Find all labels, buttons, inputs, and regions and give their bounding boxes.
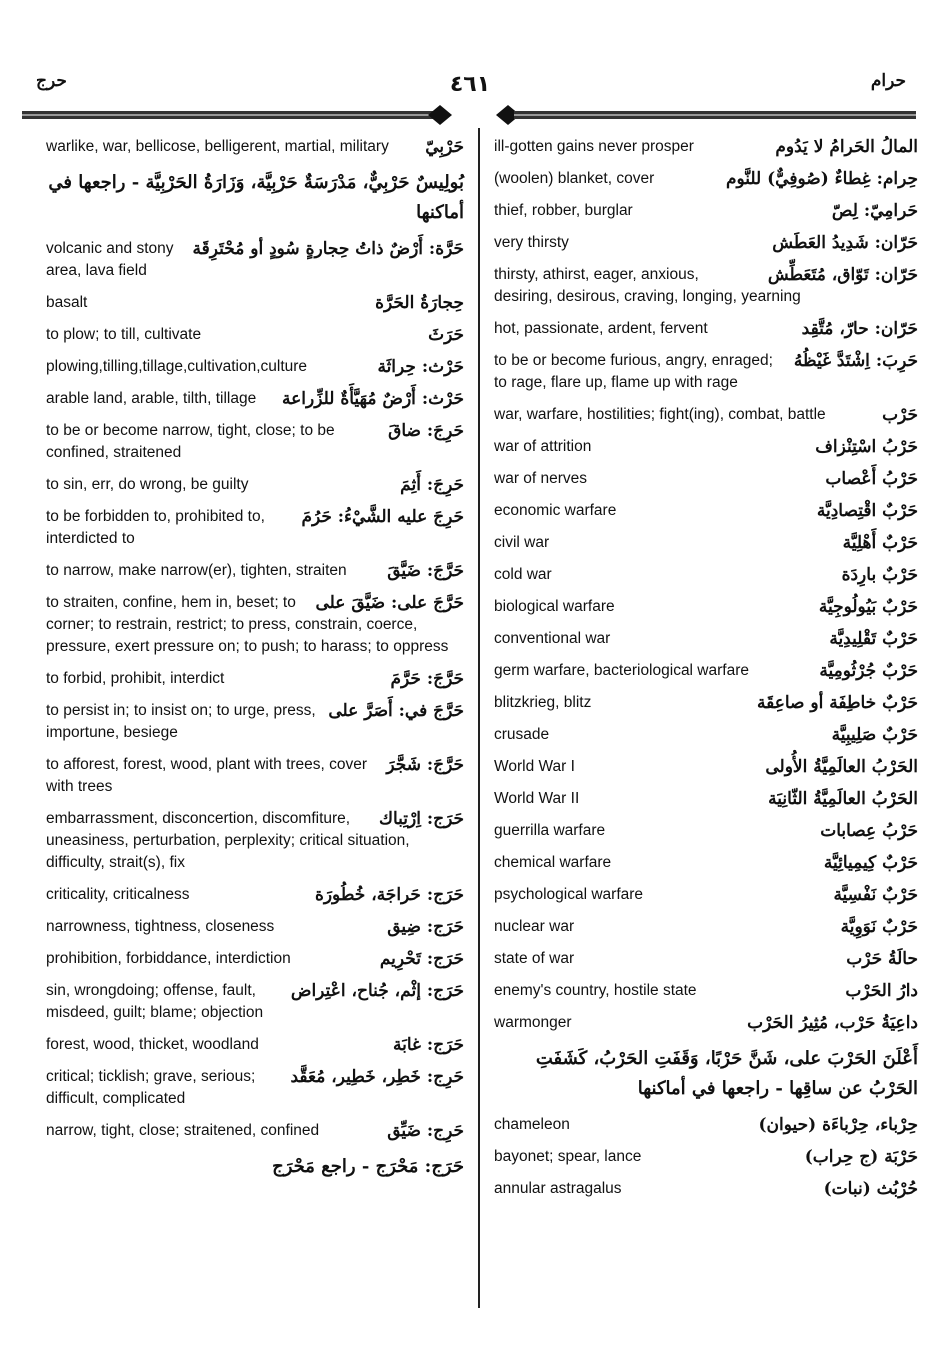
entry	[46, 1148, 464, 1188]
arabic-term: حَرَثَ	[428, 325, 464, 345]
entry	[46, 320, 464, 352]
entry	[494, 592, 918, 624]
column-divider	[478, 128, 480, 1308]
entry	[494, 624, 918, 656]
arabic-term: حَرِجَ: ضاقَ	[388, 421, 464, 441]
english-gloss: critical; ticklish; grave, serious; difficult, complicated	[46, 1068, 256, 1107]
entry	[46, 1116, 464, 1148]
english-gloss: biological warfare	[494, 598, 615, 615]
entry	[46, 234, 464, 288]
english-gloss: to be forbidden to, prohibited to, interdicted to	[46, 508, 265, 547]
entry	[46, 880, 464, 912]
entry	[494, 1110, 918, 1142]
entry	[46, 1062, 464, 1116]
arabic-term: حَرَّة: أَرْضٌ ذاتُ حِجارةٍ سُودٍ أو مُحْتَرِقَة	[192, 239, 464, 259]
entry	[494, 784, 918, 816]
english-gloss: enemy's country, hostile state	[494, 982, 697, 999]
entry	[494, 164, 918, 196]
entry	[46, 944, 464, 976]
arabic-term: حَرَّجَ: حَرَّمَ	[390, 669, 464, 689]
arabic-term: حَرَّجَ: شَجَّرَ	[386, 755, 464, 775]
entry	[494, 560, 918, 592]
entry	[46, 384, 464, 416]
arabic-term: حَرْبٌ خاطِفَة أو صاعِقَة	[757, 693, 918, 713]
english-gloss: basalt	[46, 294, 88, 311]
entry	[46, 804, 464, 880]
arabic-term: دارُ الحَرْب	[845, 981, 918, 1001]
english-gloss: forest, wood, thicket, woodland	[46, 1036, 259, 1053]
english-gloss: World War II	[494, 790, 580, 807]
english-gloss: to afforest, forest, wood, plant with trees, cover with trees	[46, 756, 368, 795]
entry	[494, 1008, 918, 1040]
arabic-term: حَرْث: أَرْضٌ مُهَيَّأَةٌ للزِّراعة	[282, 389, 464, 409]
arabic-term: حَرْبَة (ج حِراب)	[804, 1147, 918, 1167]
arabic-term: حَرْبُ عِصابات	[820, 821, 918, 841]
entry	[46, 664, 464, 696]
entry	[494, 848, 918, 880]
arabic-term: حَرْبٌ اقْتِصادِيَّة	[816, 501, 918, 521]
entry	[46, 470, 464, 502]
arabic-term: المالُ الحَرامُ لا يَدُوم	[775, 137, 918, 157]
english-gloss: ill-gotten gains never prosper	[494, 138, 694, 155]
english-gloss: bayonet; spear, lance	[494, 1148, 642, 1165]
entry	[494, 752, 918, 784]
arabic-term: حَرْث: حِراثَة	[377, 357, 464, 377]
arabic-term: حِجارَةُ الحَرَّة	[375, 293, 464, 313]
entry	[46, 588, 464, 664]
english-gloss: World War I	[494, 758, 575, 775]
english-gloss: state of war	[494, 950, 575, 967]
arabic-term: حَرْب	[882, 405, 918, 425]
english-gloss: conventional war	[494, 630, 611, 647]
entry	[494, 496, 918, 528]
entry	[494, 464, 918, 496]
entry	[494, 432, 918, 464]
entry	[494, 1142, 918, 1174]
right-headword: حرام	[870, 71, 906, 91]
left-headword: حرج	[36, 71, 67, 91]
entry	[46, 750, 464, 804]
arabic-term: حِرْباء، حِرْباءَة (حيوان)	[758, 1115, 918, 1135]
english-gloss: chameleon	[494, 1116, 570, 1133]
arabic-term: حَرّان: حارّ، مُتَّقِد	[801, 319, 918, 339]
english-gloss: to sin, err, do wrong, be guilty	[46, 476, 249, 493]
english-gloss: to be or become narrow, tight, close; to be confined, straitened	[46, 422, 335, 461]
entry	[494, 346, 918, 400]
entry	[46, 416, 464, 470]
arabic-term: حَرِج: خَطِر، خَطِير، مُعَقَّد	[290, 1067, 464, 1087]
entry	[494, 720, 918, 752]
english-gloss: to be or become furious, angry, enraged; to rage, flare up, flame up with rage	[494, 352, 773, 391]
english-gloss: criticality, criticalness	[46, 886, 190, 903]
arabic-term: حالَةُ حَرْب	[846, 949, 918, 969]
english-gloss: cold war	[494, 566, 552, 583]
arabic-term: حَرَّجَ على: ضَيَّقَ على	[315, 593, 464, 613]
english-gloss: volcanic and stony area, lava field	[46, 240, 174, 279]
arabic-term: حَرَج: غابَة	[393, 1035, 464, 1055]
entry	[494, 912, 918, 944]
arabic-term: حَرَّجَ في: أَصَرَّ على	[328, 701, 464, 721]
entry	[494, 688, 918, 720]
entry	[494, 816, 918, 848]
english-gloss: to straiten, confine, hem in, beset; to corner; to restrain, restrict; to press, constrain, coerce, pressure, exert pressure on; to push; to harass; to oppress	[46, 594, 449, 655]
entry	[494, 528, 918, 560]
entry	[46, 288, 464, 320]
english-gloss: annular astragalus	[494, 1180, 622, 1197]
english-gloss: war, warfare, hostilities; fight(ing), combat, battle	[494, 406, 826, 423]
arabic-term: حَرْبٌ أَهْلِيَّة	[842, 533, 918, 553]
arabic-term: بُولِيسٌ حَرْبِيٌّ، مَدْرَسَةٌ حَرْبِيَّة، وَزَارَةُ الحَرْبِيَّة - راجعها في أماكنها	[48, 172, 464, 223]
arabic-term: حَرِج: ضَيِّق	[387, 1121, 464, 1141]
english-gloss: war of attrition	[494, 438, 592, 455]
arabic-term: حَرِجَ: أَثِمَ	[400, 475, 464, 495]
arabic-term: حَرَج: اِرْتِباك	[378, 809, 464, 829]
arabic-term: الحَرْبُ العالَمِيَّةُ الأُولى	[765, 757, 918, 777]
english-gloss: chemical warfare	[494, 854, 612, 871]
entry	[494, 880, 918, 912]
english-gloss: to persist in; to insist on; to urge, press, importune, besiege	[46, 702, 316, 741]
left-column	[46, 132, 464, 1188]
english-gloss: nuclear war	[494, 918, 575, 935]
english-gloss: sin, wrongdoing; offense, fault, misdeed, guilt; blame; objection	[46, 982, 264, 1021]
arabic-term: حَرْبُ أَعْصاب	[825, 469, 918, 489]
english-gloss: to forbid, prohibit, interdict	[46, 670, 225, 687]
entry	[494, 976, 918, 1008]
arabic-term: حَرْبٌ بارِدَة	[841, 565, 918, 585]
english-gloss: thirsty, athirst, eager, anxious, desiring, desirous, craving, longing, yearning	[494, 266, 801, 305]
english-gloss: war of nerves	[494, 470, 588, 487]
arabic-term: حِرام: غِطاءٌ (صُوفِيٌّ) للنَّوم	[725, 169, 918, 189]
english-gloss: germ warfare, bacteriological warfare	[494, 662, 749, 679]
english-gloss: arable land, arable, tilth, tillage	[46, 390, 257, 407]
english-gloss: psychological warfare	[494, 886, 644, 903]
english-gloss: prohibition, forbiddance, interdiction	[46, 950, 291, 967]
arabic-term: داعِيَةُ حَرْب، مُثِيرُ الحَرْب	[747, 1013, 918, 1033]
arabic-term: حَرْبِيّ	[425, 137, 464, 157]
header-rule-left	[22, 104, 452, 126]
english-gloss: crusade	[494, 726, 550, 743]
english-gloss: civil war	[494, 534, 550, 551]
entry	[46, 132, 464, 164]
arabic-term: حَرْبُ اسْتِنْزاف	[815, 437, 918, 457]
english-gloss: narrow, tight, close; straitened, confined	[46, 1122, 320, 1139]
arabic-term: الحَرْبُ العالَمِيَّةُ الثّانِيَة	[768, 789, 918, 809]
entry	[494, 260, 918, 314]
english-gloss: blitzkrieg, blitz	[494, 694, 592, 711]
english-gloss: warlike, war, bellicose, belligerent, martial, military	[46, 138, 389, 155]
arabic-term: حَرَج: ضِيق	[387, 917, 464, 937]
entry	[46, 1030, 464, 1062]
arabic-term: حَرْبٌ نَفْسِيَّة	[833, 885, 918, 905]
right-column	[494, 132, 918, 1206]
english-gloss: to narrow, make narrow(er), tighten, straiten	[46, 562, 347, 579]
entry	[46, 164, 464, 234]
arabic-term: حَرّان: شَدِيدُ العَطَش	[772, 233, 918, 253]
entry	[46, 976, 464, 1030]
english-gloss: (woolen) blanket, cover	[494, 170, 655, 187]
arabic-term: أَعْلَنَ الحَرْبَ على، شَنَّ حَرْبًا، وَقَفَتِ الحَرْبُ، كَشَفَتِ الحَرْبُ عن ساقِها - راجعها في أماكنها	[535, 1048, 918, 1099]
english-gloss: economic warfare	[494, 502, 617, 519]
english-gloss: very thirsty	[494, 234, 569, 251]
entry	[46, 556, 464, 588]
arabic-term: حَرْبٌ نَوَوِيَّة	[840, 917, 918, 937]
arabic-term: حَرْبٌ صَلِيبِيَّة	[831, 725, 918, 745]
arabic-term: حَرِبَ: اِشْتَدَّ غَيْظُهُ	[793, 351, 918, 371]
arabic-term: حَرَج: تَحْرِيم	[379, 949, 464, 969]
arabic-term: حَرَج: حَراجَة، خُطُورَة	[314, 885, 464, 905]
english-gloss: warmonger	[494, 1014, 572, 1031]
english-gloss: guerrilla warfare	[494, 822, 606, 839]
arabic-term: حَرْبٌ تَقْلِيدِيَّة	[829, 629, 918, 649]
header-rule-right	[496, 104, 916, 126]
arabic-term: حَرَج: إثْم، جُناح، اعْتِراض	[290, 981, 464, 1001]
entry	[494, 1040, 918, 1110]
arabic-term: حَرْبٌ بَيُولُوجِيَّة	[818, 597, 918, 617]
arabic-term: حَرْبٌ كِيمِيائِيَّة	[823, 853, 918, 873]
arabic-term: حُرْبُث (نبات)	[823, 1179, 918, 1199]
english-gloss: plowing,tilling,tillage,cultivation,culture	[46, 358, 308, 375]
entry	[494, 228, 918, 260]
entry	[46, 696, 464, 750]
arabic-term: حَرَج: مَحْرَج - راجع مَحْرَج	[272, 1156, 464, 1177]
entry	[494, 132, 918, 164]
entry	[494, 400, 918, 432]
arabic-term: حَرّان: تَوّاق، مُتَعَطِّش	[767, 265, 918, 285]
arabic-term: حَرَّجَ: ضَيَّقَ	[387, 561, 464, 581]
arabic-term: حَرِجَ عليه الشَّيْءُ: حَرُمَ	[301, 507, 464, 527]
entry	[46, 502, 464, 556]
arabic-term: حَرامِيّ: لِصّ	[831, 201, 918, 221]
entry	[494, 196, 918, 228]
page-number: ٤٦١	[449, 72, 491, 97]
entry	[494, 1174, 918, 1206]
arabic-term: حَرْبٌ جُرْثُومِيَّة	[819, 661, 918, 681]
english-gloss: thief, robber, burglar	[494, 202, 633, 219]
english-gloss: embarrassment, disconcertion, discomfiture, uneasiness, perturbation, perplexity; critical situation, difficulty, strait(s), fix	[46, 810, 410, 871]
english-gloss: narrowness, tightness, closeness	[46, 918, 275, 935]
entry	[494, 944, 918, 976]
entry	[46, 912, 464, 944]
entry	[494, 656, 918, 688]
english-gloss: to plow; to till, cultivate	[46, 326, 202, 343]
entry	[494, 314, 918, 346]
english-gloss: hot, passionate, ardent, fervent	[494, 320, 708, 337]
entry	[46, 352, 464, 384]
